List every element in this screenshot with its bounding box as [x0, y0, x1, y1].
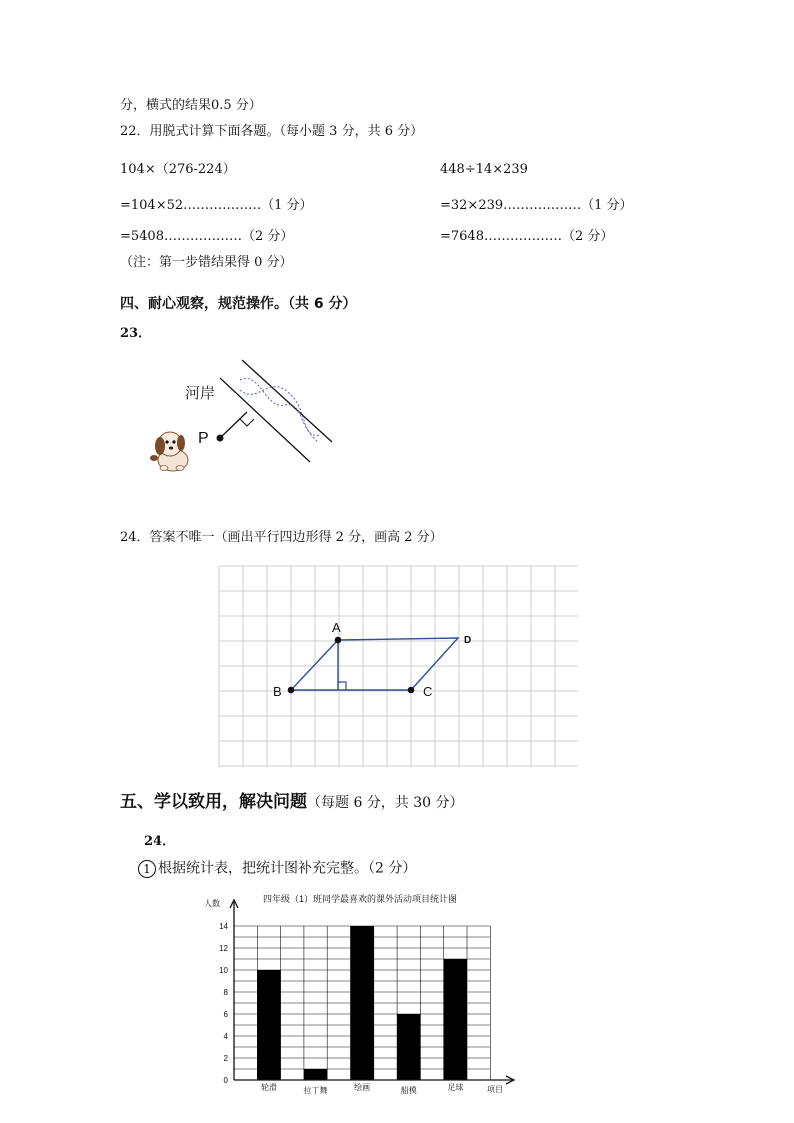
label-a: A [332, 620, 341, 635]
label-b: B [273, 684, 282, 699]
chart-y-tick-label: 10 [219, 966, 228, 975]
section-5-title: 五、学以致用，解决问题 [120, 792, 307, 812]
chart-y-tick-label: 2 [223, 1054, 228, 1063]
previous-answer-continuation: 分，横式的结果0.5 分） [120, 98, 262, 113]
chart-bar [397, 1014, 420, 1080]
chart-x-tick-label: 拉丁舞 [303, 1086, 328, 1095]
point-c [408, 687, 415, 694]
label-c: C [423, 684, 433, 699]
chart-bar [304, 1069, 327, 1080]
river-bank-label: 河岸 [185, 385, 216, 402]
chart-y-tick-label: 12 [219, 944, 228, 953]
scoring-note: （注：第一步错结果得 0 分） [120, 255, 293, 270]
question-22-heading: 22．用脱式计算下面各题。（每小题 3 分，共 6 分） [120, 124, 424, 139]
chart-instruction [138, 860, 416, 878]
grid-lines [219, 566, 578, 767]
section-5-heading [120, 792, 464, 812]
chart-bar [351, 926, 374, 1080]
chart-bar [257, 970, 280, 1080]
point-b [288, 687, 295, 694]
expression-2-step-1: =32×239………………（1 分） [440, 198, 633, 213]
chart-x-ticks [261, 1082, 463, 1095]
label-d: D [464, 635, 472, 646]
chart-y-ticks [219, 922, 228, 1085]
chart-y-tick-label: 6 [223, 1010, 228, 1019]
river-wave-lines [240, 378, 320, 442]
chart-y-tick-label: 0 [223, 1076, 228, 1085]
river-bank-figure [140, 350, 340, 480]
chart-y-tick-label: 4 [223, 1032, 228, 1041]
point-p-label: P [198, 430, 209, 447]
parallelogram-grid-figure [218, 565, 580, 769]
chart-x-tick-label: 船模 [400, 1086, 417, 1095]
chart-y-axis-label: 人数 [204, 899, 220, 908]
section-5-title-suffix: （每题 6 分，共 30 分） [307, 795, 464, 811]
instruction-text: 根据统计表，把统计图补充完整。（2 分） [158, 860, 417, 877]
chart-x-axis-label: 项目 [487, 1085, 503, 1094]
expression-1: 104×（276-224） [120, 162, 236, 177]
right-angle-mark [240, 419, 254, 426]
chart-x-tick-label: 足球 [447, 1083, 464, 1092]
chart-title: 四年级（1）班同学最喜欢的课外活动项目统计图 [262, 894, 458, 904]
chart-x-tick-label: 绘画 [354, 1083, 371, 1092]
question-23-label: 23． [120, 326, 152, 341]
point-a [335, 637, 342, 644]
puppy-illustration [150, 432, 188, 471]
circled-number: 1 [138, 860, 156, 878]
expression-1-step-2: =5408………………（2 分） [120, 229, 294, 244]
question-24-heading: 24．答案不唯一（画出平行四边形得 2 分，画高 2 分） [120, 530, 443, 545]
chart-y-tick-label: 8 [223, 988, 228, 997]
river-bank-lines [220, 360, 332, 462]
perpendicular-line [220, 412, 247, 438]
expression-1-step-1: =104×52………………（1 分） [120, 198, 313, 213]
expression-2-step-2: =7648………………（2 分） [440, 229, 614, 244]
question-24b-label: 24． [144, 834, 176, 849]
point-p-dot [217, 435, 224, 442]
bar-chart [200, 890, 530, 1100]
expression-2: 448÷14×239 [440, 162, 528, 177]
chart-bar [444, 959, 467, 1080]
chart-y-tick-label: 14 [219, 922, 228, 931]
section-4-title: 四、耐心观察，规范操作。（共 6 分） [120, 296, 357, 312]
chart-x-tick-label: 轮滑 [260, 1083, 277, 1092]
parallelogram-abcd [291, 638, 458, 690]
